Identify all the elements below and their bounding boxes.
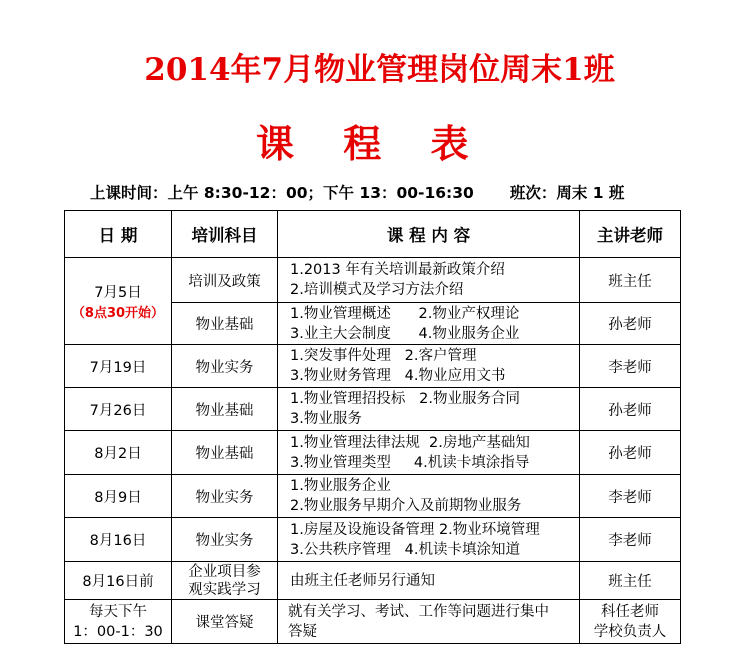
class-time: 上课时间：上午 8:30-12：00；下午 13：00-16:30 [90, 184, 474, 202]
content-line: 3.物业服务 [290, 411, 362, 427]
table-row [65, 562, 681, 600]
table-row [65, 388, 681, 431]
teacher-line: 学校负责人 [593, 623, 667, 640]
content-line: 1.物业服务企业 [290, 478, 391, 494]
table-row [65, 518, 681, 562]
date-cell: 8月16日前 [65, 562, 172, 600]
date-cell: 8月16日 [65, 518, 172, 562]
date-line: 每天下午 [89, 603, 147, 620]
content-line: 3.业主大会制度 4.物业服务企业 [290, 325, 520, 342]
subject-cell: 物业实务 [172, 345, 278, 388]
date-line: 1：00-1：30 [73, 623, 163, 640]
content-cell [278, 562, 580, 600]
date-cell [65, 258, 172, 345]
content-cell [278, 388, 580, 431]
date-cell [65, 600, 172, 644]
document-title: 2014年7月物业管理岗位周末1班 [144, 52, 615, 88]
table-row [65, 475, 681, 518]
subject-cell: 物业基础 [172, 431, 278, 475]
subject-cell [172, 562, 278, 600]
teacher-cell: 孙老师 [580, 388, 681, 431]
subject-cell: 物业基础 [172, 303, 278, 345]
content-line: 就有关学习、考试、工作等问题进行集中 [288, 603, 549, 620]
subject-cell: 物业实务 [172, 475, 278, 518]
content-line: 2.培训模式及学习方法介绍 [290, 282, 464, 298]
header-subject: 培训科目 [172, 211, 278, 258]
content-line: 答疑 [288, 623, 317, 640]
date-cell: 7月19日 [65, 345, 172, 388]
content-line: 1.2013 年有关培训最新政策介绍 [290, 262, 505, 278]
subject-cell: 培训及政策 [172, 258, 278, 303]
content-cell [278, 475, 580, 518]
subject-cell: 物业基础 [172, 388, 278, 431]
date-cell: 8月9日 [65, 475, 172, 518]
teacher-line: 科任老师 [601, 603, 659, 620]
content-line: 3.公共秩序管理 4.机读卡填涂知道 [290, 541, 520, 558]
content-cell [278, 258, 580, 303]
content-line: 1.突发事件处理 2.客户管理 [290, 348, 477, 364]
date-note: （8点30开始） [71, 306, 165, 321]
subject-line: 企业项目参 [188, 563, 261, 580]
teacher-cell: 孙老师 [580, 431, 681, 475]
date-cell: 7月26日 [65, 388, 172, 431]
document-subtitle: 课 程 表 [256, 121, 487, 166]
teacher-cell [580, 600, 681, 644]
content-line: 2.物业服务早期介入及前期物业服务 [290, 498, 522, 514]
teacher-cell: 李老师 [580, 345, 681, 388]
content-line: 1.物业管理招投标 2.物业服务合同 [290, 391, 520, 407]
teacher-cell: 孙老师 [580, 303, 681, 345]
header-date: 日 期 [65, 211, 172, 258]
teacher-cell: 班主任 [580, 258, 681, 303]
subject-cell: 物业实务 [172, 518, 278, 562]
content-line: 1.物业管理概述 2.物业产权理论 [290, 305, 520, 322]
schedule-table [64, 210, 681, 644]
table-row [65, 345, 681, 388]
subject-cell: 课堂答疑 [172, 600, 278, 644]
table-header-row [65, 211, 681, 258]
teacher-cell: 李老师 [580, 518, 681, 562]
content-line: 1.房屋及设施设备管理 2.物业环境管理 [290, 521, 540, 538]
header-teacher: 主讲老师 [580, 211, 681, 258]
content-line: 3.物业财务管理 4.物业应用文书 [290, 368, 506, 384]
table-row [65, 431, 681, 475]
header-content: 课 程 内 容 [278, 211, 580, 258]
date-cell: 8月2日 [65, 431, 172, 475]
content-line: 1.物业管理法律法规 2.房地产基础知 [290, 434, 530, 451]
content-cell [278, 431, 580, 475]
content-line: 3.物业管理类型 4.机读卡填涂指导 [290, 454, 530, 471]
date-text: 7月5日 [94, 285, 142, 301]
content-line: 由班主任老师另行通知 [290, 572, 435, 589]
content-cell [278, 345, 580, 388]
table-row [65, 600, 681, 644]
teacher-cell: 李老师 [580, 475, 681, 518]
class-name: 班次：周末 1 班 [509, 184, 625, 202]
content-cell [278, 518, 580, 562]
class-info [90, 181, 624, 203]
content-cell [278, 303, 580, 345]
table-row [65, 258, 681, 303]
subject-line: 观实践学习 [188, 581, 261, 598]
teacher-cell: 班主任 [580, 562, 681, 600]
content-cell [278, 600, 580, 644]
